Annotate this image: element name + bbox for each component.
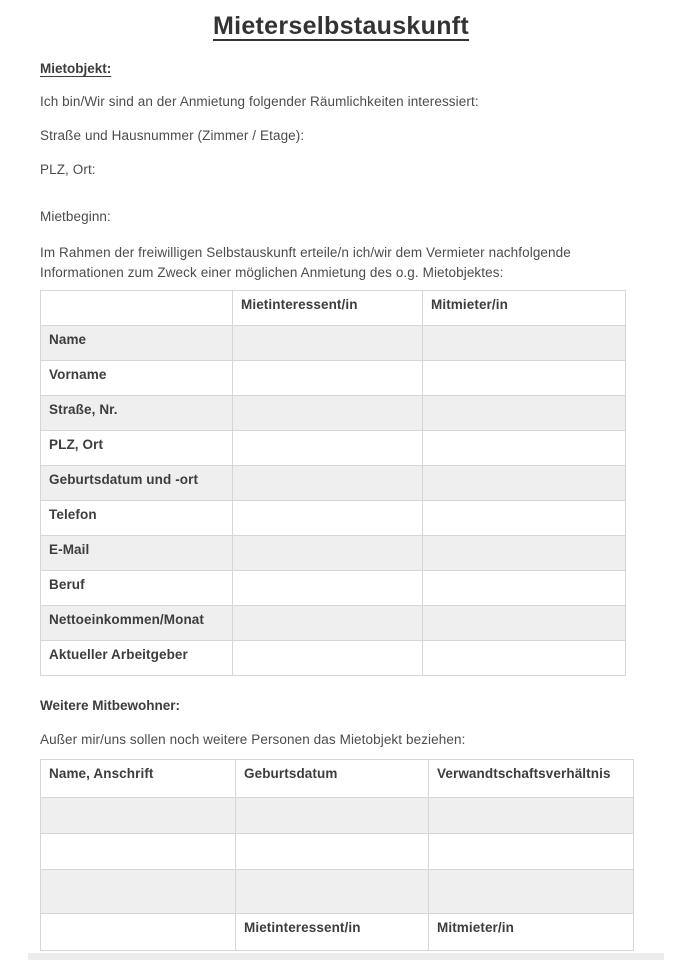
header-mietinteressent: Mietinteressent/in (233, 291, 423, 326)
row-label-telefon: Telefon (41, 501, 233, 536)
applicant-arbeitgeber-cell[interactable] (233, 641, 423, 676)
cohabitant-verwandtschaft-cell[interactable] (429, 798, 634, 834)
applicant-vorname-cell[interactable] (233, 361, 423, 396)
mitmieter-email-cell[interactable] (423, 536, 626, 571)
row-label-arbeitgeber: Aktueller Arbeitgeber (41, 641, 233, 676)
applicant-beruf-cell[interactable] (233, 571, 423, 606)
mitmieter-strasse-cell[interactable] (423, 396, 626, 431)
mitmieter-geburtsdatum-cell[interactable] (423, 466, 626, 501)
cohabitant-table (40, 759, 634, 951)
header-mitmieter: Mitmieter/in (423, 291, 626, 326)
applicant-telefon-cell[interactable] (233, 501, 423, 536)
document-body (0, 60, 682, 951)
table-row (41, 361, 626, 396)
table-row (41, 798, 634, 834)
row-label-nettoeinkommen: Nettoeinkommen/Monat (41, 606, 233, 641)
mitmieter-plz-ort-cell[interactable] (423, 431, 626, 466)
row-label-name: Name (41, 326, 233, 361)
street-line: Straße und Hausnummer (Zimmer / Etage): (40, 128, 305, 143)
cohabitant-name-cell[interactable] (41, 798, 236, 834)
applicant-name-cell[interactable] (233, 326, 423, 361)
footer-empty-cell (41, 914, 236, 951)
applicant-geburtsdatum-cell[interactable] (233, 466, 423, 501)
applicant-strasse-cell[interactable] (233, 396, 423, 431)
applicant-table (40, 290, 626, 676)
interest-line: Ich bin/Wir sind an der Anmietung folgender Räumlichkeiten interessiert: (40, 94, 479, 109)
cohabitant-verwandtschaft-cell[interactable] (429, 834, 634, 870)
mitbewohner-intro: Außer mir/uns sollen noch weitere Personen das Mietobjekt beziehen: (40, 732, 466, 747)
mietobjekt-heading: Mietobjekt: (40, 61, 112, 76)
header-name-anschrift: Name, Anschrift (41, 760, 236, 798)
mitmieter-nettoeinkommen-cell[interactable] (423, 606, 626, 641)
mitmieter-vorname-cell[interactable] (423, 361, 626, 396)
document-title: Mieterselbstauskunft (212, 12, 470, 40)
table-row (41, 870, 634, 914)
row-label-beruf: Beruf (41, 571, 233, 606)
row-label-email: E-Mail (41, 536, 233, 571)
row-label-vorname: Vorname (41, 361, 233, 396)
mitbewohner-heading: Weitere Mitbewohner: (40, 698, 181, 713)
cohabitant-geburtsdatum-cell[interactable] (236, 870, 429, 914)
header-empty-cell (41, 291, 233, 326)
cohabitant-table-header-row (41, 760, 634, 798)
page-edge-strip (28, 953, 664, 960)
table-row (41, 606, 626, 641)
mietbeginn-line: Mietbeginn: (40, 209, 111, 224)
table-row (41, 466, 626, 501)
signature-label-row (41, 914, 634, 951)
header-verwandtschaft: Verwandtschaftsverhältnis (429, 760, 634, 798)
cohabitant-name-cell[interactable] (41, 870, 236, 914)
cohabitant-geburtsdatum-cell[interactable] (236, 834, 429, 870)
cohabitant-geburtsdatum-cell[interactable] (236, 798, 429, 834)
table-row (41, 431, 626, 466)
table-row (41, 536, 626, 571)
mitmieter-arbeitgeber-cell[interactable] (423, 641, 626, 676)
footer-mietinteressent: Mietinteressent/in (236, 914, 429, 951)
consent-paragraph: Im Rahmen der freiwilligen Selbstauskunft erteile/n ich/wir dem Vermieter nachfolgende Informationen zum Zweck einer möglichen Anmietung des o.g. Mietobjektes: (40, 245, 571, 280)
city-line: PLZ, Ort: (40, 162, 96, 177)
applicant-plz-ort-cell[interactable] (233, 431, 423, 466)
row-label-geburtsdatum: Geburtsdatum und -ort (41, 466, 233, 501)
mitmieter-name-cell[interactable] (423, 326, 626, 361)
footer-mitmieter: Mitmieter/in (429, 914, 634, 951)
applicant-email-cell[interactable] (233, 536, 423, 571)
row-label-strasse: Straße, Nr. (41, 396, 233, 431)
row-label-plz-ort: PLZ, Ort (41, 431, 233, 466)
table-row (41, 326, 626, 361)
mitmieter-beruf-cell[interactable] (423, 571, 626, 606)
mitmieter-telefon-cell[interactable] (423, 501, 626, 536)
header-geburtsdatum: Geburtsdatum (236, 760, 429, 798)
applicant-nettoeinkommen-cell[interactable] (233, 606, 423, 641)
applicant-table-header-row (41, 291, 626, 326)
table-row (41, 834, 634, 870)
cohabitant-name-cell[interactable] (41, 834, 236, 870)
table-row (41, 641, 626, 676)
cohabitant-verwandtschaft-cell[interactable] (429, 870, 634, 914)
table-row (41, 571, 626, 606)
table-row (41, 396, 626, 431)
table-row (41, 501, 626, 536)
